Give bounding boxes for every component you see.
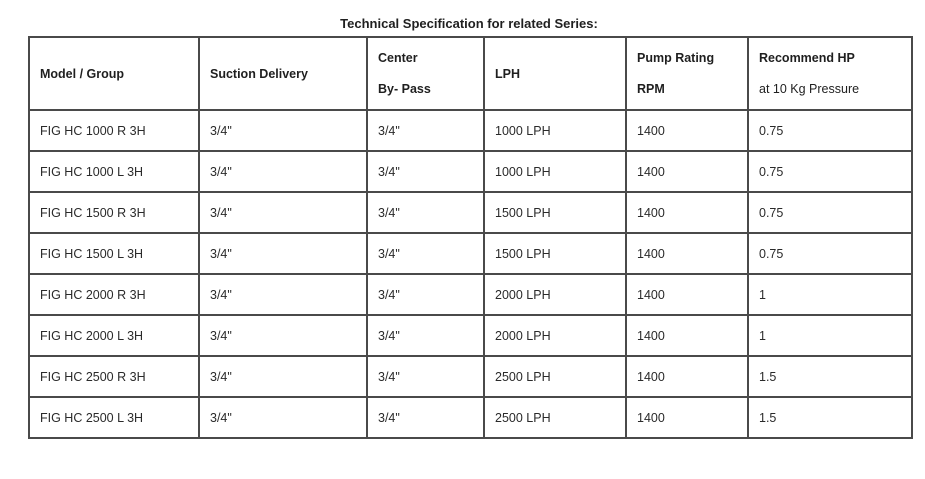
cell-suction-delivery: 3/4"	[199, 397, 367, 438]
header-center-line2: By- Pass	[378, 82, 431, 96]
cell-recommend-hp: 1.5	[748, 356, 912, 397]
cell-model: FIG HC 1500 L 3H	[29, 233, 199, 274]
table-row	[29, 110, 912, 151]
cell-model: FIG HC 1500 R 3H	[29, 192, 199, 233]
cell-lph: 2000 LPH	[484, 315, 626, 356]
cell-pump-rating-rpm: 1400	[626, 151, 748, 192]
cell-center-bypass: 3/4"	[367, 274, 484, 315]
header-center-line1: Center	[378, 51, 418, 65]
cell-pump-rating-rpm: 1400	[626, 233, 748, 274]
cell-recommend-hp: 1	[748, 315, 912, 356]
header-pump-rating	[626, 37, 748, 110]
cell-suction-delivery: 3/4"	[199, 274, 367, 315]
cell-pump-rating-rpm: 1400	[626, 110, 748, 151]
cell-suction-delivery: 3/4"	[199, 233, 367, 274]
table-row	[29, 233, 912, 274]
spec-table-body	[29, 110, 912, 438]
cell-center-bypass: 3/4"	[367, 110, 484, 151]
header-model: Model / Group	[29, 37, 199, 110]
cell-recommend-hp: 1.5	[748, 397, 912, 438]
cell-center-bypass: 3/4"	[367, 151, 484, 192]
cell-center-bypass: 3/4"	[367, 233, 484, 274]
cell-lph: 1500 LPH	[484, 233, 626, 274]
cell-center-bypass: 3/4"	[367, 356, 484, 397]
cell-lph: 1000 LPH	[484, 151, 626, 192]
cell-pump-rating-rpm: 1400	[626, 356, 748, 397]
cell-pump-rating-rpm: 1400	[626, 397, 748, 438]
header-row	[29, 37, 912, 110]
cell-model: FIG HC 1000 R 3H	[29, 110, 199, 151]
cell-model: FIG HC 2000 L 3H	[29, 315, 199, 356]
cell-center-bypass: 3/4"	[367, 397, 484, 438]
header-pump-line1: Pump Rating	[637, 51, 715, 65]
cell-center-bypass: 3/4"	[367, 192, 484, 233]
cell-suction-delivery: 3/4"	[199, 192, 367, 233]
cell-model: FIG HC 1000 L 3H	[29, 151, 199, 192]
header-hp-line1: Recommend HP	[759, 51, 855, 65]
table-title: Technical Specification for related Series:	[340, 16, 598, 31]
spec-table	[28, 36, 913, 439]
table-row	[29, 192, 912, 233]
cell-recommend-hp: 0.75	[748, 151, 912, 192]
cell-lph: 2500 LPH	[484, 356, 626, 397]
header-center	[367, 37, 484, 110]
table-row	[29, 151, 912, 192]
cell-pump-rating-rpm: 1400	[626, 192, 748, 233]
cell-recommend-hp: 1	[748, 274, 912, 315]
cell-recommend-hp: 0.75	[748, 110, 912, 151]
table-row	[29, 397, 912, 438]
table-row	[29, 274, 912, 315]
header-pump-line2: RPM	[637, 82, 665, 96]
header-suction: Suction Delivery	[199, 37, 367, 110]
cell-model: FIG HC 2500 R 3H	[29, 356, 199, 397]
cell-model: FIG HC 2500 L 3H	[29, 397, 199, 438]
cell-lph: 2500 LPH	[484, 397, 626, 438]
cell-lph: 1000 LPH	[484, 110, 626, 151]
cell-pump-rating-rpm: 1400	[626, 274, 748, 315]
table-row	[29, 356, 912, 397]
cell-center-bypass: 3/4"	[367, 315, 484, 356]
cell-recommend-hp: 0.75	[748, 192, 912, 233]
cell-suction-delivery: 3/4"	[199, 110, 367, 151]
cell-pump-rating-rpm: 1400	[626, 315, 748, 356]
cell-recommend-hp: 0.75	[748, 233, 912, 274]
header-recommend-hp	[748, 37, 912, 110]
cell-suction-delivery: 3/4"	[199, 356, 367, 397]
cell-lph: 2000 LPH	[484, 274, 626, 315]
header-lph: LPH	[484, 37, 626, 110]
cell-model: FIG HC 2000 R 3H	[29, 274, 199, 315]
table-row	[29, 315, 912, 356]
cell-suction-delivery: 3/4"	[199, 151, 367, 192]
cell-lph: 1500 LPH	[484, 192, 626, 233]
header-hp-line2: at 10 Kg Pressure	[759, 82, 860, 96]
cell-suction-delivery: 3/4"	[199, 315, 367, 356]
